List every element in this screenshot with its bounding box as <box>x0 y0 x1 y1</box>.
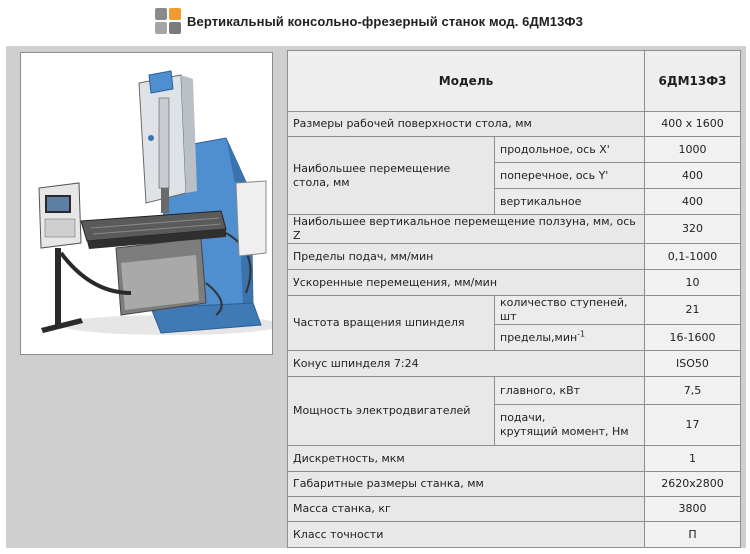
table-row <box>288 215 741 244</box>
sub-label: поперечное, ось Y' <box>495 163 645 189</box>
table-row <box>288 377 741 405</box>
page-title: Вертикальный консольно-фрезерный станок мод. 6ДМ13Ф3 <box>187 13 583 29</box>
row-value: 17 <box>645 405 741 446</box>
table-row <box>288 137 741 163</box>
row-label: Пределы подач, мм/мин <box>288 244 645 270</box>
row-value: 21 <box>645 296 741 325</box>
sub-label: крутящий момент, Нм <box>500 425 629 438</box>
superscript: -1 <box>577 328 586 338</box>
row-value: 400 х 1600 <box>645 112 741 137</box>
row-label: Масса станка, кг <box>288 497 645 522</box>
row-label: Ускоренные перемещения, мм/мин <box>288 270 645 296</box>
row-label: Наибольшее вертикальное перемещение ползуна, мм, ось Z <box>288 215 645 244</box>
machine-photo <box>20 52 273 355</box>
table-header-row <box>288 51 741 112</box>
table-row <box>288 472 741 497</box>
row-label: Дискретность, мкм <box>288 446 645 472</box>
sub-label: количество ступеней, шт <box>495 296 645 325</box>
row-label: Класс точности <box>288 522 645 548</box>
row-value: 1 <box>645 446 741 472</box>
table-row <box>288 522 741 548</box>
row-label: Размеры рабочей поверхности стола, мм <box>288 112 645 137</box>
row-value: 2620x2800 <box>645 472 741 497</box>
sub-label: продольное, ось X' <box>495 137 645 163</box>
row-label: Конус шпинделя 7:24 <box>288 351 645 377</box>
row-value: П <box>645 522 741 548</box>
header-param: Модель <box>288 51 645 112</box>
sub-label-multiline <box>495 405 645 446</box>
table-row <box>288 351 741 377</box>
table-row <box>288 244 741 270</box>
sub-label: главного, кВт <box>495 377 645 405</box>
row-label: Мощность электродвигателей <box>288 377 495 446</box>
sub-label: подачи, <box>500 411 546 424</box>
title-bar <box>155 6 583 36</box>
row-value: 320 <box>645 215 741 244</box>
table-row <box>288 270 741 296</box>
table-row <box>288 296 741 325</box>
table-row <box>288 112 741 137</box>
row-value: 16-1600 <box>645 325 741 351</box>
table-row <box>288 446 741 472</box>
logo-icon <box>155 8 181 34</box>
row-label: Габаритные размеры станка, мм <box>288 472 645 497</box>
row-value: 400 <box>645 163 741 189</box>
row-label: Частота вращения шпинделя <box>288 296 495 351</box>
table-row <box>288 497 741 522</box>
row-value: 400 <box>645 189 741 215</box>
sub-label: вертикальное <box>495 189 645 215</box>
row-value: ISO50 <box>645 351 741 377</box>
header-model: 6ДМ13Ф3 <box>645 51 741 112</box>
row-value: 1000 <box>645 137 741 163</box>
sub-label-with-sup <box>495 325 645 351</box>
row-value: 7,5 <box>645 377 741 405</box>
spec-table <box>287 50 741 548</box>
sub-label: пределы,мин <box>500 330 578 344</box>
row-label: Наибольшее перемещение стола, мм <box>288 137 495 215</box>
milling-machine-illustration <box>21 53 272 354</box>
row-value: 10 <box>645 270 741 296</box>
row-value: 3800 <box>645 497 741 522</box>
row-value: 0,1-1000 <box>645 244 741 270</box>
